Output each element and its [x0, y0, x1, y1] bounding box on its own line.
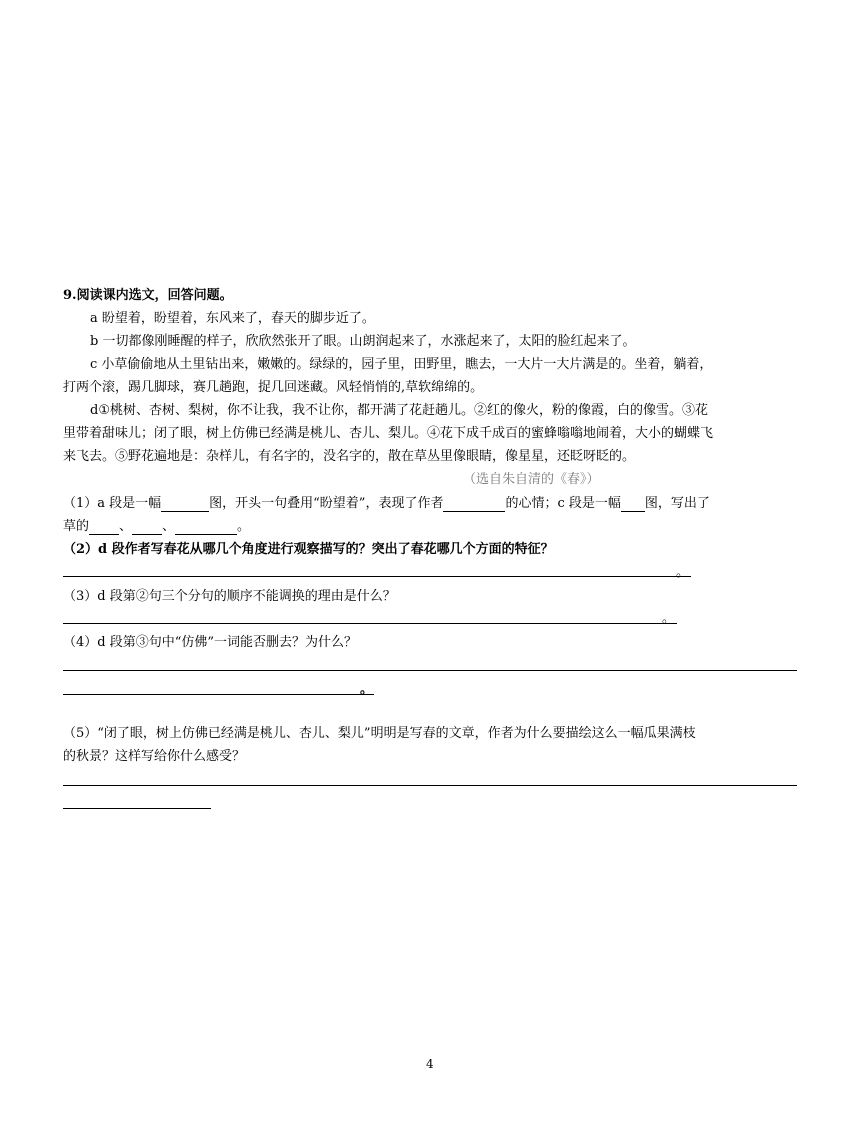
subquestion-3: （3）d 段第②句三个分句的顺序不能调换的理由是什么？	[63, 589, 396, 604]
answer-blank[interactable]	[161, 497, 209, 512]
paragraph-c-line2: 打两个滚，踢几脚球，赛几趟跑，捉几回迷藏。风轻悄悄的,草软绵绵的。	[63, 380, 484, 395]
answer-line[interactable]	[63, 576, 691, 577]
page-number: 4	[426, 1057, 434, 1071]
answer-line[interactable]	[63, 670, 797, 671]
sub1-text-5: 草的	[63, 519, 90, 534]
answer-line[interactable]	[63, 623, 677, 624]
subquestion-5-line1: （5）“闭了眼，树上仿佛已经满是桃儿、杏儿、梨儿”明明是写春的文章，作者为什么要描绘这么一幅瓜果满枝	[63, 726, 696, 741]
answer-blank[interactable]	[89, 520, 119, 535]
sub1-text-3: 的心情；c 段是一幅	[505, 496, 621, 511]
paragraph-a: a 盼望着，盼望着，东风来了，春天的脚步近了。	[90, 311, 375, 326]
sub3-end: 。	[662, 611, 676, 626]
answer-blank[interactable]	[621, 497, 645, 512]
sub1-text-2: 图，开头一句叠用“盼望着”，表现了作者	[209, 496, 444, 511]
sub1-sep: 、	[162, 519, 176, 534]
subquestion-4: （4）d 段第③句中“仿佛”一词能否删去？为什么？	[63, 635, 358, 650]
source-citation: （选自朱自清的《春》）	[463, 472, 600, 487]
paragraph-b: b 一切都像刚睡醒的样子，欣欣然张开了眼。山朗润起来了，水涨起来了，太阳的脸红起来了。	[90, 334, 636, 349]
sub1-sep: 、	[119, 519, 133, 534]
subquestion-5-line2: 的秋景？这样写给你什么感受？	[63, 749, 246, 764]
subquestion-2: （2）d 段作者写春花从哪几个角度进行观察描写的？突出了春花哪几个方面的特征？	[63, 542, 554, 557]
answer-blank[interactable]	[443, 497, 505, 512]
question-title: 9.阅读课内选文，回答问题。	[63, 288, 233, 303]
answer-blank[interactable]	[175, 520, 237, 535]
sub1-text-4: 图，写出了	[644, 496, 710, 511]
paragraph-c-line1: c 小草偷偷地从土里钻出来，嫩嫩的。绿绿的，园子里，田野里，瞧去，一大片一大片满是的。坐着，躺着，	[90, 357, 713, 372]
paragraph-d-line3: 来飞去。⑤野花遍地是：杂样儿，有名字的，没名字的，散在草丛里像眼睛，像星星，还眨呀眨的。	[63, 449, 636, 464]
answer-line[interactable]	[63, 808, 211, 809]
sub4-end: 。	[360, 682, 374, 697]
subquestion-1-line1	[63, 496, 710, 512]
answer-blank[interactable]	[132, 520, 162, 535]
sub1-end: 。	[237, 519, 251, 534]
sub2-end: 。	[676, 565, 690, 580]
paragraph-d-line2: 里带着甜味儿；闭了眼，树上仿佛已经满是桃儿、杏儿、梨儿。④花下成千成百的蜜蜂嗡嗡地闹着，大小的蝴蝶飞	[63, 426, 714, 441]
answer-line[interactable]	[63, 785, 797, 786]
answer-line[interactable]	[63, 694, 374, 695]
sub1-text-1: （1）a 段是一幅	[63, 496, 162, 511]
subquestion-1-line2	[63, 519, 250, 535]
paragraph-d-line1: d①桃树、杏树、梨树，你不让我，我不让你，都开满了花赶趟儿。②红的像火，粉的像霞，白的像雪。③花	[90, 403, 708, 418]
